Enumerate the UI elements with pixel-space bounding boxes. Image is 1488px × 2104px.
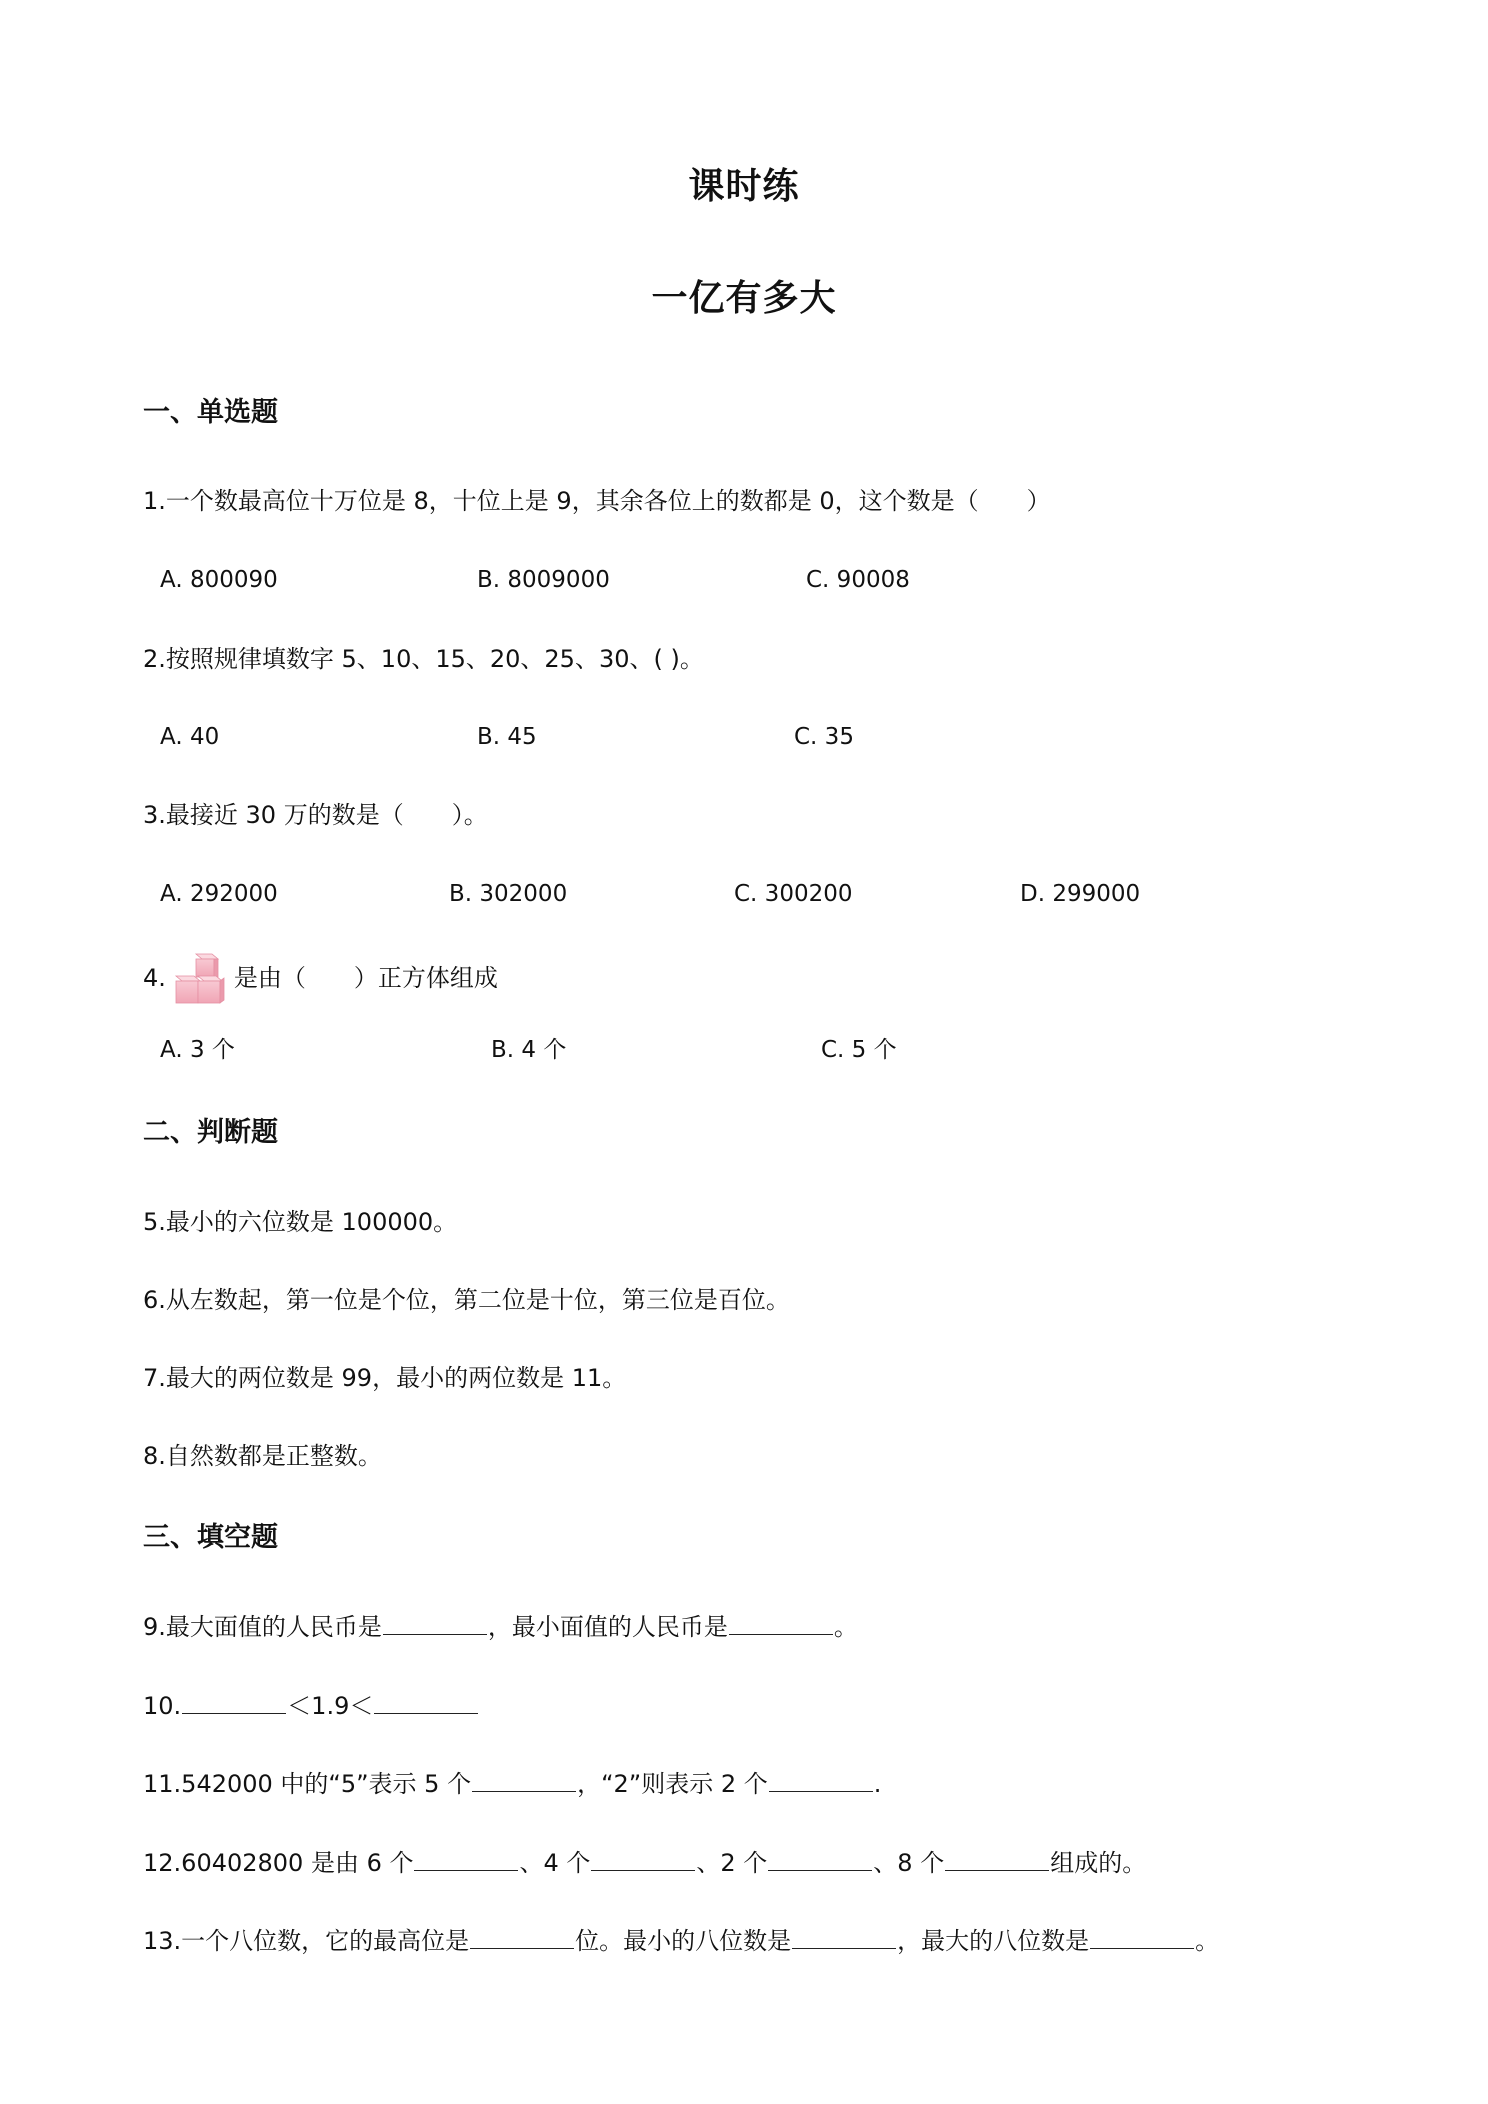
q11-blank-2[interactable] xyxy=(769,1767,873,1792)
q9-blank-1[interactable] xyxy=(383,1610,487,1635)
q4-option-a: A. 3 个 xyxy=(160,1037,235,1063)
q12-blank-1[interactable] xyxy=(414,1846,518,1871)
q9-text-b: ，最小面值的人民币是 xyxy=(487,1613,728,1641)
question-3: 3.最接近 30 万的数是（ ）。 xyxy=(143,801,488,829)
q3-option-c: C. 300200 xyxy=(734,881,853,907)
q3-option-d: D. 299000 xyxy=(1020,881,1141,907)
q11-blank-1[interactable] xyxy=(472,1767,576,1792)
question-11 xyxy=(143,1767,881,1801)
question-2: 2.按照规律填数字 5、10、15、20、25、30、( )。 xyxy=(143,645,704,673)
q13-text-a: 13.一个八位数，它的最高位是 xyxy=(143,1927,470,1955)
q11-text-c: . xyxy=(873,1770,882,1798)
question-6: 6.从左数起，第一位是个位，第二位是十位，第三位是百位。 xyxy=(143,1286,790,1314)
q12-text-d: 、8 个 xyxy=(873,1849,945,1877)
page-title: 课时练 xyxy=(688,165,800,207)
q12-text-e: 组成的。 xyxy=(1050,1849,1147,1877)
q10-text-b: ＜1.9＜ xyxy=(287,1692,374,1720)
q2-option-c: C. 35 xyxy=(794,724,854,750)
q2-option-b: B. 45 xyxy=(477,724,537,750)
q12-blank-4[interactable] xyxy=(945,1846,1049,1871)
q3-option-b: B. 302000 xyxy=(449,881,568,907)
q12-blank-2[interactable] xyxy=(591,1846,695,1871)
q11-text-a: 11.542000 中的“5”表示 5 个 xyxy=(143,1770,472,1798)
q13-text-b: 位。最小的八位数是 xyxy=(575,1927,792,1955)
page-subtitle: 一亿有多大 xyxy=(651,277,837,319)
q1-option-b: B. 8009000 xyxy=(477,567,610,593)
q13-blank-3[interactable] xyxy=(1090,1924,1194,1949)
question-12 xyxy=(143,1846,1146,1880)
q13-blank-1[interactable] xyxy=(470,1924,574,1949)
q9-blank-2[interactable] xyxy=(729,1610,833,1635)
q13-text-d: 。 xyxy=(1195,1927,1220,1955)
q4-suffix: 是由（ ）正方体组成 xyxy=(233,964,498,992)
question-9 xyxy=(143,1610,858,1644)
q10-blank-2[interactable] xyxy=(374,1689,478,1714)
question-5: 5.最小的六位数是 100000。 xyxy=(143,1208,458,1236)
q9-text-c: 。 xyxy=(833,1613,858,1641)
q12-text-b: 、4 个 xyxy=(519,1849,591,1877)
q4-option-b: B. 4 个 xyxy=(491,1037,567,1063)
q12-blank-3[interactable] xyxy=(768,1846,872,1871)
question-10 xyxy=(143,1689,479,1723)
question-13 xyxy=(143,1924,1219,1958)
section-heading-single-choice: 一、单选题 xyxy=(143,397,278,428)
section-heading-true-false: 二、判断题 xyxy=(143,1117,278,1148)
q12-text-c: 、2 个 xyxy=(696,1849,768,1877)
q1-option-a: A. 800090 xyxy=(160,567,278,593)
q13-blank-2[interactable] xyxy=(792,1924,896,1949)
q2-option-a: A. 40 xyxy=(160,724,220,750)
q9-text-a: 9.最大面值的人民币是 xyxy=(143,1613,382,1641)
q4-prefix: 4. xyxy=(143,964,166,992)
q10-blank-1[interactable] xyxy=(182,1689,286,1714)
q13-text-c: ，最大的八位数是 xyxy=(897,1927,1090,1955)
section-heading-fill-blank: 三、填空题 xyxy=(143,1522,278,1553)
q10-text-a: 10. xyxy=(143,1692,182,1720)
question-8: 8.自然数都是正整数。 xyxy=(143,1442,382,1470)
question-1: 1.一个数最高位十万位是 8，十位上是 9，其余各位上的数都是 0，这个数是（ ） xyxy=(143,487,1051,515)
question-7: 7.最大的两位数是 99，最小的两位数是 11。 xyxy=(143,1364,627,1392)
q3-option-a: A. 292000 xyxy=(160,881,278,907)
stacked-cubes-image xyxy=(168,952,232,1006)
question-4 xyxy=(143,952,498,1006)
q11-text-b: ，“2”则表示 2 个 xyxy=(577,1770,768,1798)
q4-option-c: C. 5 个 xyxy=(821,1037,897,1063)
q12-text-a: 12.60402800 是由 6 个 xyxy=(143,1849,414,1877)
q1-option-c: C. 90008 xyxy=(806,567,910,593)
